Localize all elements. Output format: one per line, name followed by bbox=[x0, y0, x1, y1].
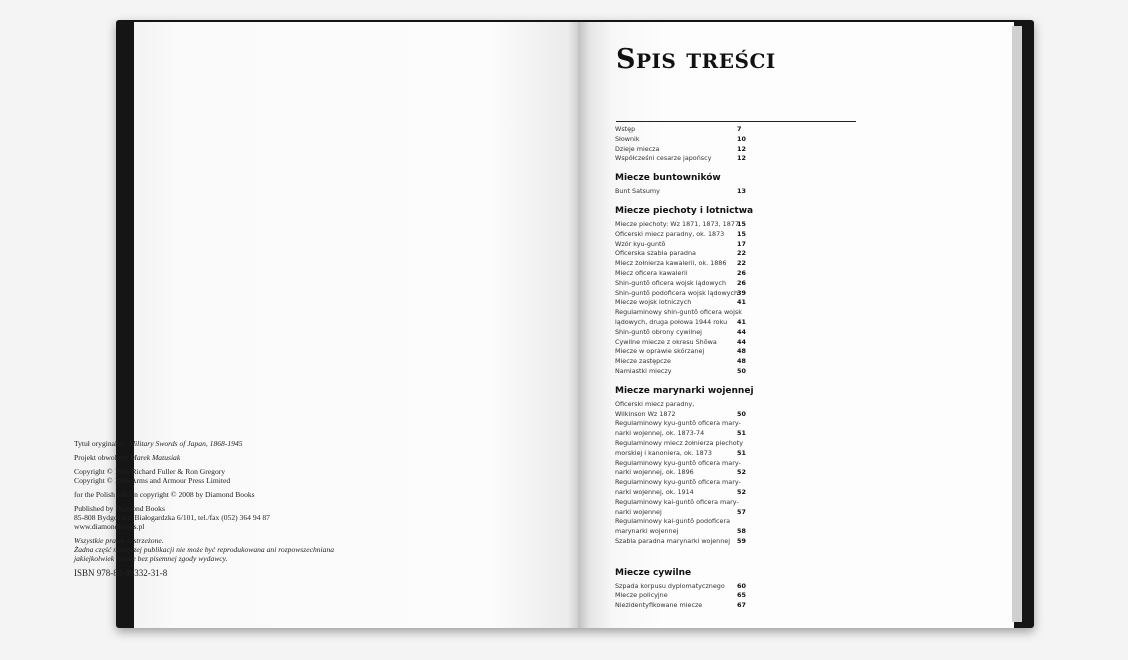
toc-entry bbox=[615, 289, 865, 299]
toc-entry-title: Regulaminowy kyu-guntō oficera mary- bbox=[615, 419, 741, 428]
toc-intro-list bbox=[615, 125, 865, 164]
spine-shadow bbox=[568, 22, 590, 628]
toc-section-heading: Miecze marynarki wojennej bbox=[615, 385, 754, 396]
publisher-block bbox=[74, 504, 444, 531]
toc-entry-page: 13 bbox=[737, 187, 746, 196]
publisher-address: 85-808 Bydgoszcz, Białogardzka 6/101, tel./fax (052) 364 94 87 bbox=[74, 513, 270, 522]
toc-section-heading: Miecze buntowników bbox=[615, 173, 721, 184]
original-title-label: Tytuł oryginalny: bbox=[74, 439, 129, 448]
rights-line: Żadna część niniejszej publikacji nie może być reprodukowana ani rozpowszechniana bbox=[74, 545, 335, 554]
rights-line: Wszystkie prawa zastrzeżone. bbox=[74, 536, 164, 545]
toc-entry-page: 44 bbox=[737, 327, 746, 336]
toc-entry-page: 51 bbox=[737, 448, 746, 457]
toc-entry-page: 26 bbox=[737, 278, 746, 287]
toc-entry bbox=[615, 220, 865, 230]
toc-entry-title: narki wojennej, ok. 1873-74 bbox=[615, 429, 705, 438]
polish-copyright-line: for the Polish edition copyright © 2008 by Diamond Books bbox=[74, 490, 255, 499]
toc-entry-page: 41 bbox=[737, 317, 746, 326]
toc-entry-title: Bunt Satsumy bbox=[615, 187, 660, 196]
toc-entry bbox=[615, 527, 865, 537]
toc-entry bbox=[615, 279, 865, 289]
toc-entry-page: 17 bbox=[737, 239, 746, 248]
toc-entry-title: Oficerski miecz paradny, bbox=[615, 399, 695, 408]
toc-entry-title: Wilkinson Wz 1872 bbox=[615, 409, 676, 418]
toc-section-list bbox=[615, 400, 865, 547]
toc-entry-page: 12 bbox=[737, 144, 746, 153]
toc-entry-page: 57 bbox=[737, 507, 746, 516]
toc-entry-title: marynarki wojennej bbox=[615, 527, 679, 536]
toc-entry-page: 22 bbox=[737, 259, 746, 268]
toc-entry-page: 58 bbox=[737, 527, 746, 536]
toc-entry bbox=[615, 517, 865, 527]
toc-entry-title: Regulaminowy kyu-guntō oficera mary- bbox=[615, 458, 741, 467]
toc-entry bbox=[615, 537, 865, 547]
toc-entry-title: Oficerska szabla paradna bbox=[615, 249, 696, 258]
table-of-contents bbox=[615, 125, 865, 611]
toc-entry bbox=[615, 125, 865, 135]
toc-entry bbox=[615, 459, 865, 469]
toc-entry-title: Szabla paradna marynarki wojennej bbox=[615, 536, 730, 545]
toc-entry-page: 51 bbox=[737, 429, 746, 438]
toc-title-rest-2: REŚCI bbox=[701, 49, 776, 73]
toc-rule bbox=[616, 121, 856, 122]
original-title-line bbox=[74, 439, 444, 448]
toc-entry-page: 15 bbox=[737, 229, 746, 238]
toc-entry-title: Shin-guntō podoficera wojsk lądowych bbox=[615, 288, 739, 297]
toc-entry-page: 7 bbox=[737, 125, 742, 133]
toc-entry-title: Miecze policyjne bbox=[615, 591, 668, 600]
toc-entry bbox=[615, 419, 865, 429]
toc-entry bbox=[615, 269, 865, 279]
toc-entry bbox=[615, 230, 865, 240]
toc-entry bbox=[615, 187, 865, 197]
toc-entry bbox=[615, 508, 865, 518]
toc-section-list bbox=[615, 582, 865, 611]
toc-entry-page: 65 bbox=[737, 591, 746, 600]
toc-entry-page: 52 bbox=[737, 468, 746, 477]
copyright-line: Copyright © 1986 Richard Fuller & Ron Gregory bbox=[74, 467, 226, 476]
toc-entry-page: 60 bbox=[737, 581, 746, 590]
toc-entry bbox=[615, 135, 865, 145]
toc-entry bbox=[615, 468, 865, 478]
toc-entry bbox=[615, 240, 865, 250]
toc-entry-title: Regulaminowy miecz żołnierza piechoty bbox=[615, 438, 744, 447]
toc-entry-page: 50 bbox=[737, 409, 746, 418]
toc-entry bbox=[615, 478, 865, 488]
toc-entry-title: Oficerski miecz paradny, ok. 1873 bbox=[615, 229, 725, 238]
toc-entry bbox=[615, 367, 865, 377]
toc-entry-page: 44 bbox=[737, 337, 746, 346]
toc-entry bbox=[615, 308, 865, 318]
toc-entry bbox=[615, 498, 865, 508]
toc-entry-title: Wstęp bbox=[615, 125, 636, 133]
toc-entry-page: 48 bbox=[737, 347, 746, 356]
cover-design-line bbox=[74, 453, 444, 462]
toc-entry bbox=[615, 347, 865, 357]
toc-entry bbox=[615, 259, 865, 269]
toc-entry bbox=[615, 488, 865, 498]
toc-entry-title: Miecz oficera kawalerii bbox=[615, 268, 688, 277]
toc-entry-title: Miecze w oprawie skórzanej bbox=[615, 347, 705, 356]
toc-section-heading: Miecze cywilne bbox=[615, 567, 692, 578]
toc-entry-page: 39 bbox=[737, 288, 746, 297]
toc-entry bbox=[615, 318, 865, 328]
toc-entry-page: 52 bbox=[737, 487, 746, 496]
toc-entry-page: 15 bbox=[737, 219, 746, 228]
toc-entry bbox=[615, 145, 865, 155]
toc-title bbox=[616, 44, 776, 75]
toc-entry-page: 59 bbox=[737, 536, 746, 545]
toc-title-initial: S bbox=[616, 44, 636, 75]
toc-entry-title: Dzieje miecza bbox=[615, 144, 660, 153]
toc-entry bbox=[615, 249, 865, 259]
toc-entry bbox=[615, 439, 865, 449]
toc-entry-title: narki wojennej, ok. 1896 bbox=[615, 468, 694, 477]
toc-entry-title: Cywilne miecze z okresu Shōwa bbox=[615, 337, 717, 346]
toc-entry-title: Shin-guntō obrony cywilnej bbox=[615, 327, 702, 336]
toc-entry-title: Szpada korpusu dyplomatycznego bbox=[615, 581, 725, 590]
imprint-block bbox=[74, 439, 444, 583]
toc-section-list bbox=[615, 220, 865, 377]
toc-entry-page: 26 bbox=[737, 268, 746, 277]
toc-entry-title: Regulaminowy kyu-guntō oficera mary- bbox=[615, 478, 741, 487]
rights-line: jakiejkolwiek formie bez pisemnej zgody wydawcy. bbox=[74, 554, 228, 563]
original-title: Military Swords of Japan, 1868-1945 bbox=[128, 439, 243, 448]
toc-entry bbox=[615, 429, 865, 439]
toc-entry-page: 67 bbox=[737, 601, 746, 610]
toc-section-list bbox=[615, 187, 865, 197]
toc-entry-title: narki wojennej, ok. 1914 bbox=[615, 487, 694, 496]
toc-entry bbox=[615, 338, 865, 348]
copyright-block bbox=[74, 467, 444, 485]
toc-entry bbox=[615, 328, 865, 338]
toc-entry-title: Namiastki mieczy bbox=[615, 366, 672, 375]
publisher-website: www.diamondbooks.pl bbox=[74, 522, 145, 531]
toc-entry-title: Miecze piechoty: Wz 1871, 1873, 1877 bbox=[615, 219, 739, 228]
toc-entry-page: 50 bbox=[737, 366, 746, 375]
toc-entry-title: Regulaminowy kai-guntō oficera mary- bbox=[615, 497, 739, 506]
cover-design-label: Projekt obwoluty: bbox=[74, 453, 131, 462]
toc-entry-title: morskiej i kanoniera, ok. 1873 bbox=[615, 448, 712, 457]
toc-entry bbox=[615, 582, 865, 592]
toc-entry-page: 10 bbox=[737, 134, 746, 143]
toc-entry bbox=[615, 154, 865, 164]
toc-entry-title: Regulaminowy kai-guntō podoficera bbox=[615, 517, 731, 526]
toc-entry-title: Wzór kyu-guntō bbox=[615, 239, 666, 248]
toc-entry-title: Słownik bbox=[615, 134, 640, 143]
toc-entry-title: Niezidentyfikowane miecze bbox=[615, 601, 703, 610]
toc-entry-page: 41 bbox=[737, 298, 746, 307]
toc-entry-title: narki wojennej bbox=[615, 507, 662, 516]
toc-entry-page: 22 bbox=[737, 249, 746, 258]
isbn: ISBN 978-83-89332-31-8 bbox=[74, 568, 168, 578]
toc-entry-title: lądowych, druga połowa 1944 roku bbox=[615, 317, 728, 326]
toc-entry-title: Regulaminowy shin-guntō oficera wojsk bbox=[615, 308, 742, 317]
toc-entry bbox=[615, 601, 865, 611]
toc-entry-title: Miecze zastępcze bbox=[615, 357, 671, 366]
toc-section-heading: Miecze piechoty i lotnictwa bbox=[615, 205, 754, 216]
toc-entry bbox=[615, 449, 865, 459]
toc-entry bbox=[615, 410, 865, 420]
page-edges bbox=[1012, 26, 1022, 622]
toc-entry-title: Shin-guntō oficera wojsk lądowych bbox=[615, 278, 727, 287]
toc-entry bbox=[615, 357, 865, 367]
toc-title-rest: PIS bbox=[636, 49, 677, 73]
publisher-line: Published by Diamond Books bbox=[74, 504, 165, 513]
toc-entry-title: Współcześni cesarze japońscy bbox=[615, 154, 712, 163]
toc-entry bbox=[615, 298, 865, 308]
copyright-line: Copyright © 1986 Arms and Armour Press Limited bbox=[74, 476, 231, 485]
toc-title-initial-2: T bbox=[686, 49, 702, 73]
cover-designer: Marek Matusiak bbox=[130, 453, 181, 462]
toc-entry-page: 12 bbox=[737, 154, 746, 163]
toc-entry-title: Miecz żołnierza kawalerii, ok. 1886 bbox=[615, 259, 727, 268]
toc-entry bbox=[615, 400, 865, 410]
toc-entry-page: 48 bbox=[737, 357, 746, 366]
toc-entry-title: Miecze wojsk lotniczych bbox=[615, 298, 692, 307]
toc-entry bbox=[615, 591, 865, 601]
rights-block bbox=[74, 536, 444, 563]
